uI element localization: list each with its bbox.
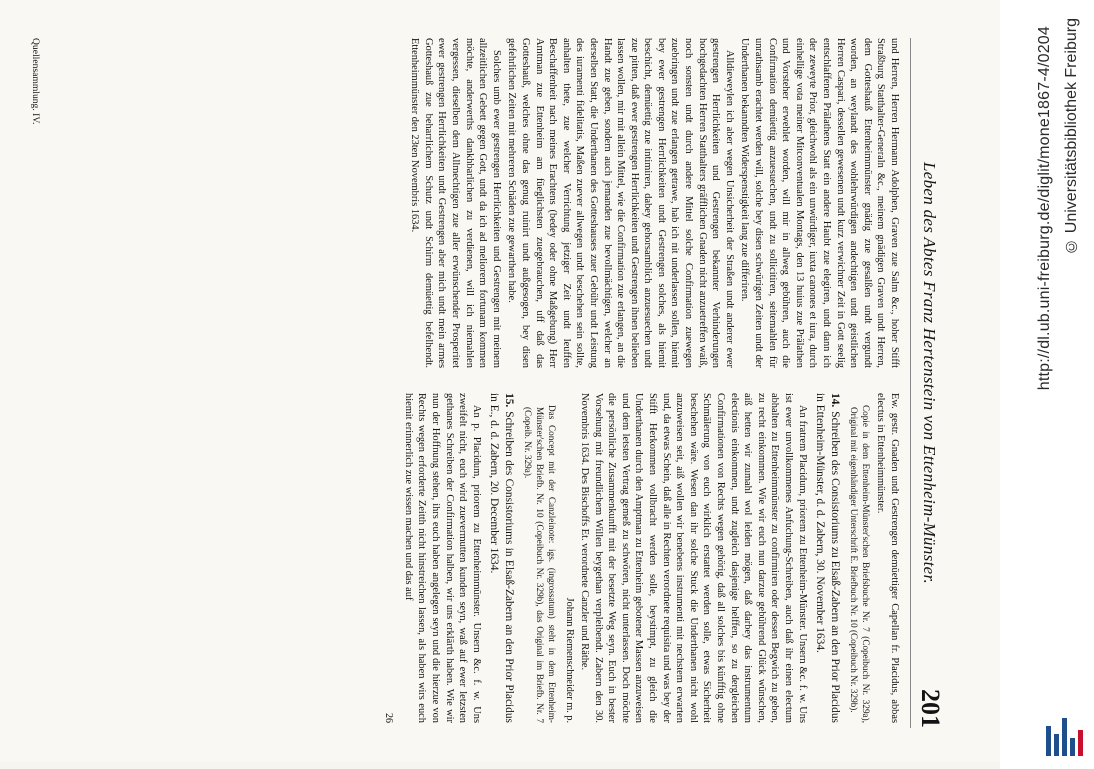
permalink-link[interactable]: http://dl.ub.uni-freiburg.de/diglit/mone1867-4/0204 xyxy=(1036,26,1053,391)
page-inner xyxy=(30,38,945,728)
text-columns xyxy=(41,38,901,728)
document-number: 15. xyxy=(502,393,515,408)
copyright-text: © Universitätsbibliothek Freiburg xyxy=(1063,18,1080,255)
right-column xyxy=(382,393,901,723)
logo-bar-icon xyxy=(1062,718,1067,756)
logo-bar-icon xyxy=(1078,730,1083,756)
running-head xyxy=(910,38,945,728)
sheet-label: Quellensammlung. IV. xyxy=(30,38,41,125)
left-paragraph: Alldieweylen ich aber wegen Unsicherheit der Straßen undt anderer ewer gestrengen Herrlichkeiten und Gestrengen bekannter Verhinderungen hochgedachten Herren Statthalters gräfflichen Gnaden nicht anzuetreffen waiß, noch sonsten undt durch andere Mittel solche Confirmation zuewegen zuebringen undt zue erlangen getrawe, hab ich nit underlassen sollen, hiemit bey ewer gestrengen Herrlichkeiten undt Gestrengen solches, als hiemit beschicht, demüettig zue intimiren, dabey gehorsamblich anzuesuechen undt zue pitten, daß ewer gestrengen Herrlichkeiten undt Gestrengen ihnen belieben lassen wollen, mir mit allein Mittel, wie die Confirmation zue erlangen, an die Handt zue geben, sondern auch jemanden zue bevollmächtigen, welcher an derselben Statt, die Underthanen des Gotteshauses zuer Gebühr undt Leistung des iuramenti fidelitatis, Maßen zuever allwegen undt beschehen sein sollte, anhalten thete, zue welcher Verrichtung jetziger Zeit undt leuffen Beschaffenheit nach meines Erachtens (bedey oder ohne Maßgebung) Herr Amtman zue Ettenheim am füeglichsten zuegebrauchen, uff daß das Gotteshauß, welches ohne das genug ruinirt undt außgesogen, bey disen gefehrlichen Zeiten mit mehreren Schäden zue gewarthen habe. xyxy=(506,38,735,368)
document-title: Schreiben des Consistoriums in Elsaß-Zabern an den Prior Placidus in E., d. d. Zabern, 20. December 1634. xyxy=(488,393,515,723)
signature: Johann Riemenschneider m. p. xyxy=(563,597,575,723)
letter-body: An fratrem Placidum, priorem zu Ettenheim-Münster. Unsern &c. f. w. Uns ist ewer unvollkommenes Anfuchung-Schreiben, auch daß ihr einen electum abhalten zu Ettenheimmünster zu confirmiren oder dessen Begwich zu geben, zu recht einkommen. Wie wir euch nun darzue gebührend Glück wünschen, aiß hetten wir zumahl wol leiden mögen, daß darbey das instrumentum electionis einkommen, undt zugleich dasjenige helffen, so zu dergleichen Confirmationen von Rechts wegen gehörig, daß all solches bis künfftig ohne Schmälerung von euch wirklich erstattet werden solle, etwas Sicherheit beschehen wäre. Wesen dan ihr solche Stuck die Underthanen nicht wohl anzuweisen seit, aiß wollen wir benebens instrumenti mit nechstem erwarten und, da etwas Schein, daß alle in Rechten verordnete requisita und was bey der Stifft Herkommen vollbracht werden solle, beystimpt, zu gleich die Underthanen durch den Amptman zu Ettenheim gebotener Massen anzuweisen und dem letsten Vertrag gemeß zu schwören, nicht unterlassen. Doch möchte die persönliche Zusammenkunfft mit der besetzte Weg seyn. Euch in bester Vorsehung mit freundlichem Willen beygethan verpleibendt. Zabern den 30. Novembris 1634. Des Bischoffs Et. verordnete Canzler und Räthe. xyxy=(579,393,808,723)
side-info-strip xyxy=(1000,0,1094,769)
left-column xyxy=(406,38,901,368)
running-head-title: Leben des Abtes Franz Hertenstein von Ettenheim-Münster. xyxy=(920,161,939,585)
page-number: 201 xyxy=(916,689,945,728)
source-note: Copie in dem Ettenheim-Münster'schen Briefsbuche Nr. 7 (Copeibuch Nr. 329a), Original mit eigenhändiger Unterschrift E. Briefbuch Nr. 10 (Copeibuch Nr. 329b). xyxy=(848,405,871,723)
sheet-number: 26 xyxy=(383,713,395,723)
document-number: 14. xyxy=(828,393,841,408)
left-paragraph: und Herren, Herren Hermann Adolphen, Graven zue Salm &c., hoher Stifft Straßburg Statthalter-Generaln &c., meinem gnädigen Graven undt Herren, dem Gotteshauß Ettenheimmünster gnädig zue gesalßen undt vergundt worden, an weylandt des wohlehrwürdigen andechtigen undt geistlichen Herren Caspari, dessellen gewesenen undt kurz verwichner Zeit in Gott seelig entschlaffenen Prälathens Statt ein andere Haubt zue elegiren, undt dann ich der zeweyte Prior, gleichwohl als ein unwürdiger, iuxta canones et iura, durch einhellige vota meiner Mitconventualen Montags, den 13 huius zue Prälathen und Vorsteher erwehlet worden, will mir in allweg gebühren, auch die Confirmation demüettig anzuesuechen, undt zu sollicitiren, seitemahlen für unrathsamb erachtet werden will, solche bey disen schwürigen Zeiten undt der Underthanen bekanndten Widerspenstigkeit lang zue differiren. xyxy=(739,38,900,368)
letter-body: An p. Placidum, priorem zu Ettenheimmünster. Unsern &c. f. w. Uns zweifelt nicht, euch wird zuevermutten kunden seyn, waß auf ewer letzsten gethanes Schreiben der Confirmation halben, wir uns erklärth haben. Wie wir nun der Hoffnung stehen, ihrs euch haben angelegen seyn und die hierzue von Rechts wegen erforderte Zeitth nicht hinstreichen lassen, als haben wirs euch hiemit erinnerlich zue wissen machen und das auf xyxy=(402,393,482,723)
letter-closing: Ew. gestr. Gnaden undt Gestrengen demüettiger Capellan fr. Placidus, abbas electus in Ettenheimmünster. xyxy=(875,393,900,723)
logo-bar-icon xyxy=(1070,738,1075,756)
document-heading xyxy=(813,393,842,723)
logo-bar-icon xyxy=(1054,734,1059,756)
document-heading xyxy=(487,393,516,723)
university-library-logo-icon xyxy=(1044,712,1090,758)
logo-bar-icon xyxy=(1046,726,1051,756)
source-note: Das Concept mit der Canzleinote: igs. (ingrossatum) steht in dem Ettenheim-Münster'schen Briefb. Nr. 10 (Copeibuch Nr. 329b), das Original im Briefb. Nr. 7 (Copeib. Nr. 329a). xyxy=(522,405,557,723)
document-title: Schreiben des Consistoriums zu Elsaß-Zabern an den Prior Placidus in Ettenheim-Münster, d. d. Zabern, 30. November 1634. xyxy=(814,393,841,723)
left-paragraph: Solches umb ewer gestrengen Herrlichkeiten und Gestrengen mit meinem allzeitlichen Gebett gegen Gott, undt da ich ad meliorem fortunam kommen möchte, anderwerths dankhbarlichen zu verdienen, will ich niemahlen vergessen, dieselben dem Allmechtigen zue aller erwünschender Prosperitet ewer gestrengen Herrlichkeiten undt Gestrengen aber mich undt mein armes Gotteshauß zue beharrlichem Schutz undt Schirm demüettig befelhendt. Ettenheimmünster den 23ten Novembris 1634. xyxy=(409,38,502,368)
